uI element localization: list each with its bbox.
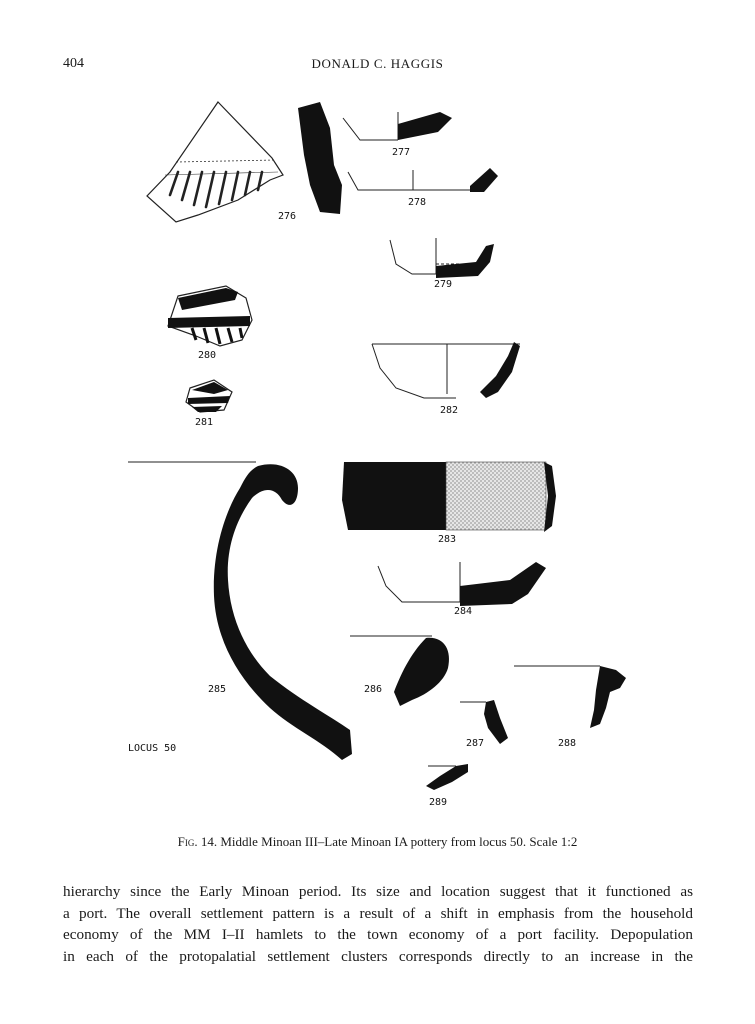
profile-284 [378, 562, 546, 606]
locus-label: LOCUS 50 [128, 743, 177, 754]
label-278: 278 [408, 197, 427, 208]
sherd-280-drawing [168, 286, 252, 346]
sherd-276-drawing [147, 102, 283, 222]
profile-286 [350, 636, 449, 706]
label-281: 281 [195, 417, 214, 428]
label-276: 276 [278, 211, 297, 222]
figure-caption [0, 834, 755, 850]
profile-282 [372, 342, 520, 398]
label-279: 279 [434, 279, 453, 290]
label-277: 277 [392, 147, 411, 158]
label-283: 283 [438, 534, 457, 545]
sherd-281-drawing [186, 380, 232, 412]
profile-289 [426, 764, 468, 790]
body-line: a port. The overall settlement pattern is a result of a shift in emphasis from the household [63, 904, 693, 922]
label-280: 280 [198, 350, 217, 361]
profile-285 [128, 462, 352, 760]
profile-279 [390, 238, 494, 278]
label-286: 286 [364, 684, 383, 695]
figure-number: Fig. 14. [177, 834, 218, 849]
body-line: economy of the MM I–II hamlets to the town economy of a port facility. Depopulation [63, 926, 693, 943]
running-head: DONALD C. HAGGIS [311, 56, 444, 71]
label-288: 288 [558, 738, 577, 749]
body-paragraph [63, 881, 693, 967]
profile-278 [348, 168, 498, 192]
label-282: 282 [440, 405, 459, 416]
label-284: 284 [454, 606, 473, 617]
page-number: 404 [63, 56, 84, 71]
label-287: 287 [466, 738, 485, 749]
body-line: hierarchy since the Early Minoan period. Its size and location suggest that it functioned as [63, 883, 693, 900]
profile-276 [298, 102, 342, 214]
caption-text: Middle Minoan III–Late Minoan IA pottery from locus 50. Scale 1:2 [220, 834, 578, 849]
label-285: 285 [208, 684, 227, 695]
body-line: in each of the protopalatial settlement clusters corresponds directly to an increase in the [63, 947, 693, 965]
profile-277 [343, 112, 452, 140]
label-289: 289 [429, 797, 448, 808]
profile-288 [514, 666, 626, 728]
profile-283 [342, 462, 556, 532]
